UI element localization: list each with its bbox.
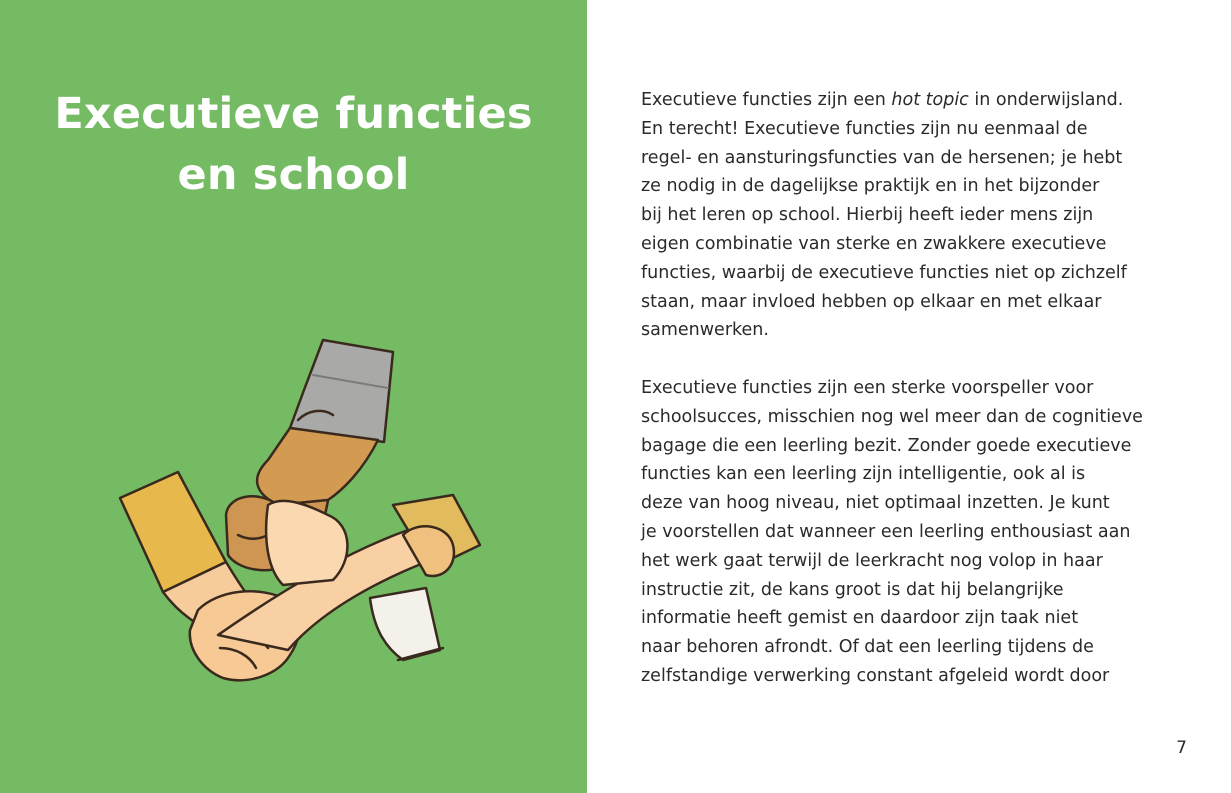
text-line: regel- en aansturingsfuncties van de hersenen; je hebt — [641, 147, 1123, 168]
right-panel — [587, 0, 1231, 793]
paragraph-1 — [641, 86, 1201, 345]
body-text — [641, 86, 1201, 720]
text-line: bij het leren op school. Hierbij heeft ieder mens zijn — [641, 205, 1094, 226]
text-line: staan, maar invloed hebben op elkaar en met elkaar — [641, 291, 1102, 312]
joined-hands-icon — [108, 330, 488, 700]
text-line: deze van hoog niveau, niet optimaal inzetten. Je kunt — [641, 493, 1110, 514]
text-line: informatie heeft gemist en daardoor zijn taak niet — [641, 608, 1079, 629]
text-line: het werk gaat terwijl de leerkracht nog volop in haar — [641, 550, 1103, 571]
title-line-2: en school — [177, 150, 410, 200]
text-line: Executieve functies zijn een sterke voorspeller voor — [641, 377, 1094, 398]
text-line: ze nodig in de dagelijkse praktijk en in het bijzonder — [641, 176, 1100, 197]
left-panel — [0, 0, 587, 793]
text-line: instructie zit, de kans groot is dat hij belangrijke — [641, 579, 1064, 600]
text-line: functies kan een leerling zijn intelligentie, ook al is — [641, 464, 1086, 485]
title-line-1: Executieve functies — [54, 89, 533, 139]
text-line: zelfstandige verwerking constant afgeleid wordt door — [641, 665, 1110, 686]
text-line: je voorstellen dat wanneer een leerling enthousiast aan — [641, 521, 1131, 542]
text-line: eigen combinatie van sterke en zwakkere executieve — [641, 233, 1107, 254]
text-line: naar behoren afrondt. Of dat een leerling tijdens de — [641, 637, 1094, 658]
text-line: En terecht! Executieve functies zijn nu eenmaal de — [641, 118, 1088, 139]
page-title — [0, 84, 587, 206]
paragraph-1-line-1: Executieve functies zijn een hot topic in onderwijsland. — [641, 90, 1124, 110]
text-line: bagage die een leerling bezit. Zonder goede executieve — [641, 435, 1132, 456]
text-line: schoolsucces, misschien nog wel meer dan de cognitieve — [641, 406, 1143, 427]
text-line: samenwerken. — [641, 320, 769, 341]
paragraph-2 — [641, 374, 1201, 691]
text-line: functies, waarbij de executieve functies niet op zichzelf — [641, 262, 1127, 283]
page-number: 7 — [1176, 738, 1187, 758]
